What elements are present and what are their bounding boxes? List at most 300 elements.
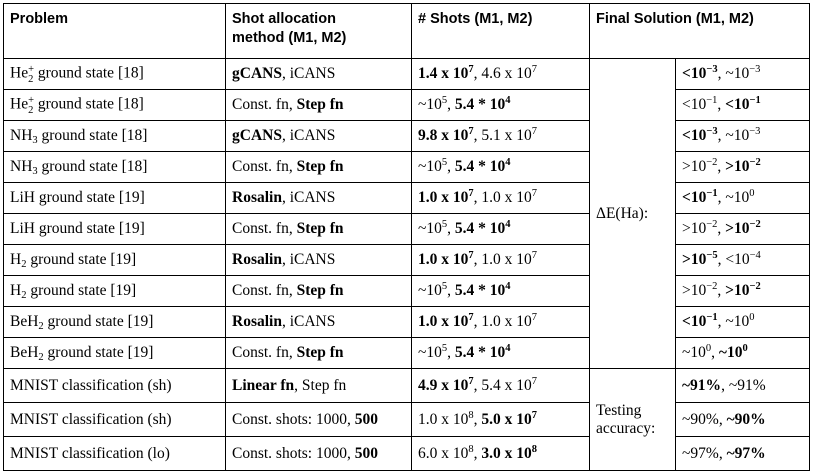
value-base: 4.6 x 10 bbox=[481, 65, 532, 82]
method-m1: Const. shots: 1000 bbox=[232, 444, 347, 462]
value-exponent: −3 bbox=[749, 63, 761, 75]
value-exponent: −1 bbox=[749, 94, 761, 106]
shots-m2 bbox=[455, 344, 511, 361]
final-m2 bbox=[725, 220, 761, 237]
method-m2: Step fn bbox=[301, 376, 347, 394]
final-m1 bbox=[682, 344, 711, 361]
shots-m2 bbox=[455, 282, 511, 299]
value-base: 5.1 x 10 bbox=[481, 127, 532, 144]
table-row bbox=[4, 338, 810, 369]
method-sep: , bbox=[281, 251, 290, 268]
value-base: ~10 bbox=[418, 220, 442, 237]
value-base: 1.0 x 10 bbox=[481, 251, 532, 268]
problem-pre: He bbox=[10, 64, 29, 82]
method-cell bbox=[226, 307, 412, 338]
value-exponent: 8 bbox=[531, 443, 537, 455]
method-cell bbox=[226, 437, 412, 471]
energy-error-label: ΔE(Ha): bbox=[590, 59, 676, 369]
formula-indices bbox=[38, 353, 43, 363]
value-base: ~97% bbox=[682, 444, 719, 462]
problem-pre: MNIST classification (lo) bbox=[10, 444, 170, 462]
method-m2: iCANS bbox=[289, 251, 336, 268]
value-base: 5.4 * 10 bbox=[454, 344, 506, 361]
problem-cell bbox=[4, 121, 226, 152]
value-base: ~90% bbox=[726, 410, 766, 428]
formula-sub: 2 bbox=[38, 352, 44, 364]
final-m2 bbox=[725, 282, 761, 299]
problem-cell bbox=[4, 152, 226, 183]
method-cell bbox=[226, 276, 412, 307]
shots-m2 bbox=[481, 377, 537, 394]
final-sep: , bbox=[721, 376, 729, 394]
value-exponent: 5 bbox=[441, 280, 448, 292]
shots-sep: , bbox=[473, 444, 482, 462]
problem-cell bbox=[4, 183, 226, 214]
value-exponent: 4 bbox=[505, 280, 511, 292]
final-m2 bbox=[725, 158, 761, 175]
method-sep: , bbox=[281, 313, 290, 330]
method-m2: iCANS bbox=[289, 189, 336, 206]
value-exponent: −3 bbox=[706, 63, 718, 75]
final-solution-cell bbox=[676, 338, 810, 369]
problem-subsup bbox=[28, 64, 34, 85]
problem-pre: NH bbox=[10, 158, 33, 175]
method-m2: Step fn bbox=[296, 96, 344, 113]
formula-sub: 2 bbox=[28, 105, 34, 116]
final-m2 bbox=[729, 377, 766, 394]
value-exponent: −4 bbox=[749, 249, 761, 261]
method-cell bbox=[226, 338, 412, 369]
problem-post: ground state [19] bbox=[26, 251, 137, 268]
formula-sup: + bbox=[28, 95, 34, 106]
value-exponent: 7 bbox=[468, 63, 474, 75]
table-row bbox=[4, 276, 810, 307]
final-sep: , bbox=[717, 65, 726, 82]
value-base: >10 bbox=[682, 282, 707, 299]
final-sep: , bbox=[717, 282, 726, 299]
final-m2 bbox=[727, 445, 766, 462]
formula-sup: + bbox=[28, 64, 34, 75]
shots-sep: , bbox=[473, 65, 482, 82]
problem-pre: BeH bbox=[10, 344, 39, 361]
value-exponent: 4 bbox=[505, 342, 511, 354]
table-row bbox=[4, 437, 810, 471]
formula-sub: 2 bbox=[38, 321, 44, 333]
final-solution-cell bbox=[676, 152, 810, 183]
value-exponent: 0 bbox=[749, 187, 755, 199]
method-m1: Rosalin bbox=[232, 189, 282, 206]
shots-cell bbox=[412, 403, 590, 437]
final-solution-cell bbox=[676, 437, 810, 471]
value-exponent: 7 bbox=[531, 63, 537, 75]
shots-m2 bbox=[481, 65, 537, 82]
value-base: 5.0 x 10 bbox=[481, 410, 532, 428]
shots-m1 bbox=[418, 313, 474, 330]
final-solution-cell bbox=[676, 276, 810, 307]
shots-sep: , bbox=[473, 127, 482, 144]
final-solution-cell bbox=[676, 59, 810, 90]
problem-post: ground state [19] bbox=[43, 313, 154, 330]
method-sep: , bbox=[288, 220, 297, 237]
final-m2 bbox=[725, 251, 760, 268]
value-exponent: −2 bbox=[706, 218, 718, 230]
table-body bbox=[4, 59, 810, 471]
method-sep: , bbox=[346, 444, 355, 462]
value-exponent: 7 bbox=[468, 187, 474, 199]
method-cell bbox=[226, 214, 412, 245]
method-m2: Step fn bbox=[296, 282, 344, 299]
final-sep: , bbox=[711, 344, 719, 361]
value-base: <10 bbox=[682, 96, 707, 113]
shots-sep: , bbox=[447, 96, 455, 113]
method-sep: , bbox=[294, 376, 302, 394]
final-solution-cell bbox=[676, 307, 810, 338]
method-cell bbox=[226, 183, 412, 214]
shots-sep: , bbox=[473, 376, 482, 394]
formula-indices bbox=[32, 136, 37, 146]
shots-cell bbox=[412, 307, 590, 338]
final-m2 bbox=[725, 96, 761, 113]
shots-m1 bbox=[418, 127, 474, 144]
final-m2 bbox=[719, 344, 748, 361]
shots-m1 bbox=[418, 65, 474, 82]
problem-post: ground state [18] bbox=[37, 127, 148, 144]
problem-cell bbox=[4, 90, 226, 121]
final-m1 bbox=[682, 65, 718, 82]
shots-m1 bbox=[418, 189, 474, 206]
table-row bbox=[4, 214, 810, 245]
method-m1: gCANS bbox=[232, 65, 282, 82]
shots-cell bbox=[412, 437, 590, 471]
shots-cell bbox=[412, 183, 590, 214]
header-method bbox=[226, 4, 412, 59]
value-base: 3.0 x 10 bbox=[481, 444, 532, 462]
shots-sep: , bbox=[447, 158, 455, 175]
problem-post: ground state [18] bbox=[34, 95, 144, 113]
value-exponent: 7 bbox=[468, 311, 474, 323]
method-sep: , bbox=[281, 127, 290, 144]
method-cell bbox=[226, 59, 412, 90]
final-solution-cell bbox=[676, 121, 810, 152]
value-exponent: 5 bbox=[441, 94, 448, 106]
table-row bbox=[4, 307, 810, 338]
value-base: >10 bbox=[725, 158, 750, 175]
value-exponent: 5 bbox=[441, 218, 448, 230]
method-m2: iCANS bbox=[289, 127, 336, 144]
method-m1: Const. fn bbox=[232, 344, 289, 361]
value-exponent: 0 bbox=[742, 342, 748, 354]
value-exponent: −1 bbox=[706, 94, 718, 106]
value-base: ~91% bbox=[682, 376, 722, 394]
value-base: <10 bbox=[682, 313, 707, 330]
value-base: ~10 bbox=[418, 158, 442, 175]
formula-indices bbox=[32, 167, 37, 177]
shots-cell bbox=[412, 338, 590, 369]
final-sep: , bbox=[717, 96, 726, 113]
method-m1: Rosalin bbox=[232, 251, 282, 268]
final-solution-cell bbox=[676, 183, 810, 214]
value-base: ~10 bbox=[682, 344, 706, 361]
problem-pre: LiH ground state [19] bbox=[10, 220, 145, 237]
value-exponent: −2 bbox=[706, 280, 718, 292]
value-exponent: 0 bbox=[749, 311, 755, 323]
final-solution-cell bbox=[676, 214, 810, 245]
value-exponent: −3 bbox=[706, 125, 718, 137]
shots-cell bbox=[412, 214, 590, 245]
table-row bbox=[4, 183, 810, 214]
shots-cell bbox=[412, 152, 590, 183]
shots-cell bbox=[412, 90, 590, 121]
shots-m1 bbox=[418, 282, 447, 299]
problem-pre: BeH bbox=[10, 313, 39, 330]
method-cell bbox=[226, 369, 412, 403]
method-m2: iCANS bbox=[289, 313, 336, 330]
value-exponent: 8 bbox=[468, 443, 474, 455]
final-sep: , bbox=[717, 220, 726, 237]
final-m2 bbox=[727, 411, 766, 428]
value-base: 1.0 x 10 bbox=[418, 189, 469, 206]
testing-accuracy-line1: Testing bbox=[596, 401, 642, 419]
method-cell bbox=[226, 245, 412, 276]
header-final-solution: Final Solution (M1, M2) bbox=[590, 4, 810, 59]
final-m1 bbox=[682, 127, 718, 144]
final-m1 bbox=[682, 189, 718, 206]
final-m1 bbox=[682, 282, 717, 299]
value-base: >10 bbox=[682, 220, 707, 237]
value-base: >10 bbox=[682, 158, 707, 175]
method-m2: 500 bbox=[354, 444, 378, 462]
value-base: 4.9 x 10 bbox=[418, 376, 469, 394]
shots-m2 bbox=[481, 445, 537, 462]
problem-pre: H bbox=[10, 251, 22, 268]
value-exponent: 7 bbox=[468, 375, 474, 387]
shots-cell bbox=[412, 121, 590, 152]
value-base: >10 bbox=[725, 282, 750, 299]
method-cell bbox=[226, 90, 412, 121]
value-base: ~10 bbox=[418, 282, 442, 299]
value-exponent: −3 bbox=[749, 125, 761, 137]
formula-sub: 2 bbox=[21, 290, 27, 302]
shots-cell bbox=[412, 59, 590, 90]
method-sep: , bbox=[281, 189, 290, 206]
problem-cell bbox=[4, 59, 226, 90]
value-base: 1.0 x 10 bbox=[481, 313, 532, 330]
final-m1 bbox=[682, 251, 718, 268]
value-base: <10 bbox=[725, 251, 750, 268]
method-m1: Rosalin bbox=[232, 313, 282, 330]
final-m1 bbox=[682, 158, 717, 175]
shots-m1 bbox=[418, 158, 447, 175]
value-base: 1.0 x 10 bbox=[481, 189, 532, 206]
value-base: <10 bbox=[682, 127, 707, 144]
header-shots: # Shots (M1, M2) bbox=[412, 4, 590, 59]
problem-post: ground state [19] bbox=[26, 282, 137, 299]
shots-m2 bbox=[481, 189, 537, 206]
header-row bbox=[4, 4, 810, 59]
value-base: 5.4 * 10 bbox=[454, 220, 506, 237]
final-m1 bbox=[682, 96, 717, 113]
problem-cell bbox=[4, 437, 226, 471]
method-cell bbox=[226, 121, 412, 152]
table-row bbox=[4, 121, 810, 152]
shots-m1 bbox=[418, 251, 474, 268]
shots-m2 bbox=[481, 313, 537, 330]
value-exponent: −5 bbox=[706, 249, 718, 261]
shots-cell bbox=[412, 369, 590, 403]
problem-cell bbox=[4, 403, 226, 437]
shots-sep: , bbox=[447, 220, 455, 237]
shots-sep: , bbox=[473, 251, 482, 268]
shots-sep: , bbox=[473, 189, 482, 206]
method-m2: 500 bbox=[354, 410, 378, 428]
value-base: ~10 bbox=[725, 313, 750, 330]
final-solution-cell bbox=[676, 403, 810, 437]
method-sep: , bbox=[288, 96, 297, 113]
value-base: ~10 bbox=[418, 96, 442, 113]
value-exponent: −2 bbox=[706, 156, 718, 168]
value-exponent: 7 bbox=[468, 249, 474, 261]
formula-indices bbox=[28, 96, 34, 116]
value-base: 9.8 x 10 bbox=[418, 127, 469, 144]
final-m2 bbox=[725, 65, 760, 82]
shots-m2 bbox=[481, 411, 537, 428]
shots-m2 bbox=[455, 96, 511, 113]
final-m2 bbox=[725, 127, 760, 144]
shots-m1 bbox=[418, 377, 474, 394]
value-base: ~10 bbox=[725, 127, 750, 144]
problem-pre: NH bbox=[10, 127, 33, 144]
final-m2 bbox=[725, 189, 754, 206]
value-exponent: 7 bbox=[531, 311, 537, 323]
final-m1 bbox=[682, 377, 721, 394]
value-base: ~91% bbox=[728, 376, 766, 394]
problem-pre: LiH ground state [19] bbox=[10, 189, 145, 206]
table-row bbox=[4, 403, 810, 437]
problem-cell bbox=[4, 276, 226, 307]
value-base: ~10 bbox=[718, 344, 743, 361]
final-m1 bbox=[682, 220, 717, 237]
problem-cell bbox=[4, 214, 226, 245]
value-exponent: −1 bbox=[706, 187, 718, 199]
shots-m1 bbox=[418, 344, 447, 361]
value-exponent: 4 bbox=[505, 218, 511, 230]
shots-m2 bbox=[455, 158, 511, 175]
method-cell bbox=[226, 403, 412, 437]
value-exponent: −2 bbox=[749, 156, 761, 168]
final-sep: , bbox=[717, 189, 726, 206]
problem-pre: MNIST classification (sh) bbox=[10, 376, 172, 394]
table-row bbox=[4, 59, 810, 90]
value-base: 6.0 x 10 bbox=[418, 444, 469, 462]
final-solution-cell bbox=[676, 369, 810, 403]
value-exponent: 7 bbox=[468, 125, 474, 137]
formula-indices bbox=[28, 65, 34, 85]
final-solution-cell bbox=[676, 245, 810, 276]
formula-sub: 3 bbox=[32, 135, 38, 147]
method-m1: Const. shots: 1000 bbox=[232, 410, 347, 428]
shots-sep: , bbox=[473, 313, 482, 330]
problem-pre: H bbox=[10, 282, 22, 299]
value-base: <10 bbox=[682, 65, 707, 82]
problem-pre: He bbox=[10, 95, 29, 113]
value-exponent: 4 bbox=[505, 156, 511, 168]
value-base: >10 bbox=[725, 220, 750, 237]
value-exponent: 5 bbox=[441, 156, 448, 168]
final-m1 bbox=[682, 313, 718, 330]
method-sep: , bbox=[288, 158, 297, 175]
problem-cell bbox=[4, 245, 226, 276]
problem-post: ground state [19] bbox=[43, 344, 154, 361]
value-base: ~10 bbox=[725, 189, 750, 206]
table-row bbox=[4, 369, 810, 403]
value-exponent: −2 bbox=[749, 280, 761, 292]
results-table bbox=[3, 3, 810, 471]
shots-m1 bbox=[418, 411, 474, 428]
testing-accuracy-line2: accuracy: bbox=[596, 419, 656, 437]
method-m2: Step fn bbox=[296, 220, 344, 237]
method-m1: Linear fn bbox=[232, 376, 295, 394]
method-m2: Step fn bbox=[296, 158, 344, 175]
formula-sub: 2 bbox=[28, 74, 34, 85]
formula-indices bbox=[21, 291, 26, 301]
shots-m1 bbox=[418, 96, 447, 113]
final-m1 bbox=[682, 445, 719, 462]
shots-m1 bbox=[418, 220, 447, 237]
value-exponent: 7 bbox=[531, 249, 537, 261]
method-sep: , bbox=[346, 410, 355, 428]
value-exponent: 7 bbox=[531, 409, 537, 421]
value-base: ~10 bbox=[725, 65, 750, 82]
header-method-line1: Shot allocation bbox=[232, 11, 336, 27]
method-m1: Const. fn bbox=[232, 282, 289, 299]
final-sep: , bbox=[718, 444, 727, 462]
final-m1 bbox=[682, 411, 719, 428]
method-cell bbox=[226, 152, 412, 183]
shots-m2 bbox=[481, 127, 537, 144]
formula-sub: 3 bbox=[32, 166, 38, 178]
value-exponent: 4 bbox=[505, 94, 511, 106]
value-exponent: 8 bbox=[468, 409, 474, 421]
value-exponent: 5 bbox=[441, 342, 448, 354]
final-sep: , bbox=[717, 158, 726, 175]
value-exponent: 0 bbox=[705, 342, 712, 354]
problem-post: ground state [18] bbox=[34, 64, 144, 82]
value-exponent: −2 bbox=[749, 218, 761, 230]
shots-cell bbox=[412, 276, 590, 307]
value-base: 1.4 x 10 bbox=[418, 65, 469, 82]
final-sep: , bbox=[717, 251, 726, 268]
final-solution-cell bbox=[676, 90, 810, 121]
method-m2: iCANS bbox=[289, 65, 336, 82]
value-base: <10 bbox=[725, 96, 750, 113]
value-base: 5.4 * 10 bbox=[454, 158, 506, 175]
header-problem: Problem bbox=[4, 4, 226, 59]
value-base: 5.4 * 10 bbox=[454, 282, 506, 299]
value-exponent: −1 bbox=[706, 311, 718, 323]
value-base: 5.4 * 10 bbox=[454, 96, 506, 113]
problem-post: ground state [18] bbox=[37, 158, 148, 175]
problem-cell bbox=[4, 369, 226, 403]
shots-m2 bbox=[481, 251, 537, 268]
value-base: ~10 bbox=[418, 344, 442, 361]
method-m2: Step fn bbox=[296, 344, 344, 361]
value-exponent: 7 bbox=[531, 187, 537, 199]
testing-accuracy-label bbox=[590, 369, 676, 471]
method-m1: Const. fn bbox=[232, 220, 289, 237]
method-m1: Const. fn bbox=[232, 158, 289, 175]
problem-cell bbox=[4, 338, 226, 369]
table-row bbox=[4, 245, 810, 276]
